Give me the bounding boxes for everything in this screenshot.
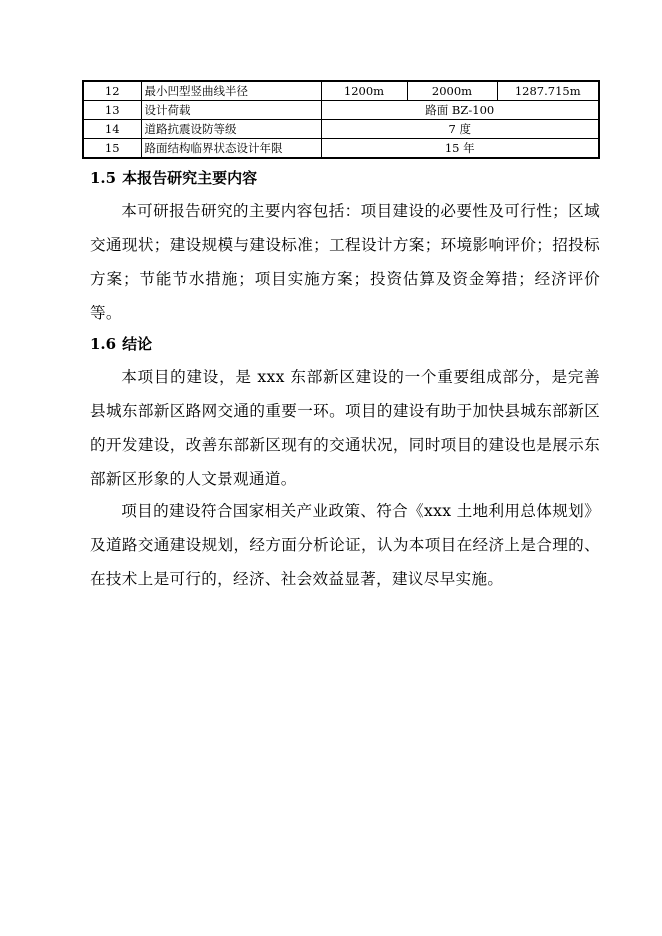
section-heading-1-6 [90,334,152,354]
table-row [83,81,599,101]
row-value: 2000m [407,81,497,101]
row-number: 13 [83,101,141,120]
row-number: 15 [83,139,141,159]
row-number: 12 [83,81,141,101]
row-item: 最小凹型竖曲线半径 [141,81,321,101]
section-title: 本报告研究主要内容 [122,169,258,187]
section-1-6-paragraph-1: 本项目的建设，是 xxx 东部新区建设的一个重要组成部分，是完善县城东部新区路网交通的重要一环。项目的建设有助于加快县城东部新区的开发建设，改善东部新区现有的交通状况，同时项目的建设也是展示东部新区形象的人文景观通道。 [90,368,600,488]
section-1-5-paragraph: 本可研报告研究的主要内容包括：项目建设的必要性及可行性；区域交通现状；建设规模与建设标准；工程设计方案；环境影响评价；招投标方案；节能节水措施；项目实施方案；投资估算及资金筹措；经济评价等。 [90,202,600,322]
row-item: 道路抗震设防等级 [141,120,321,139]
table-row [83,120,599,139]
section-number: 1.5 [90,169,117,187]
table-row [83,101,599,120]
table-row [83,139,599,159]
section-heading-1-5 [90,168,257,188]
row-number: 14 [83,120,141,139]
row-value: 1287.715m [497,81,599,101]
section-number: 1.6 [90,335,117,353]
spec-table [82,80,600,159]
section-1-6-paragraph-2: 项目的建设符合国家相关产业政策、符合《xxx 土地利用总体规划》及道路交通建设规划，经方面分析论证，认为本项目在经济上是合理的、在技术上是可行的，经济、社会效益显著，建议尽早实施。 [90,502,600,588]
row-value: 7 度 [321,120,599,139]
section-title: 结论 [122,335,153,353]
row-value: 15 年 [321,139,599,159]
row-value: 路面 BZ-100 [321,101,599,120]
row-item: 设计荷载 [141,101,321,120]
row-item: 路面结构临界状态设计年限 [141,139,321,159]
row-value: 1200m [321,81,407,101]
